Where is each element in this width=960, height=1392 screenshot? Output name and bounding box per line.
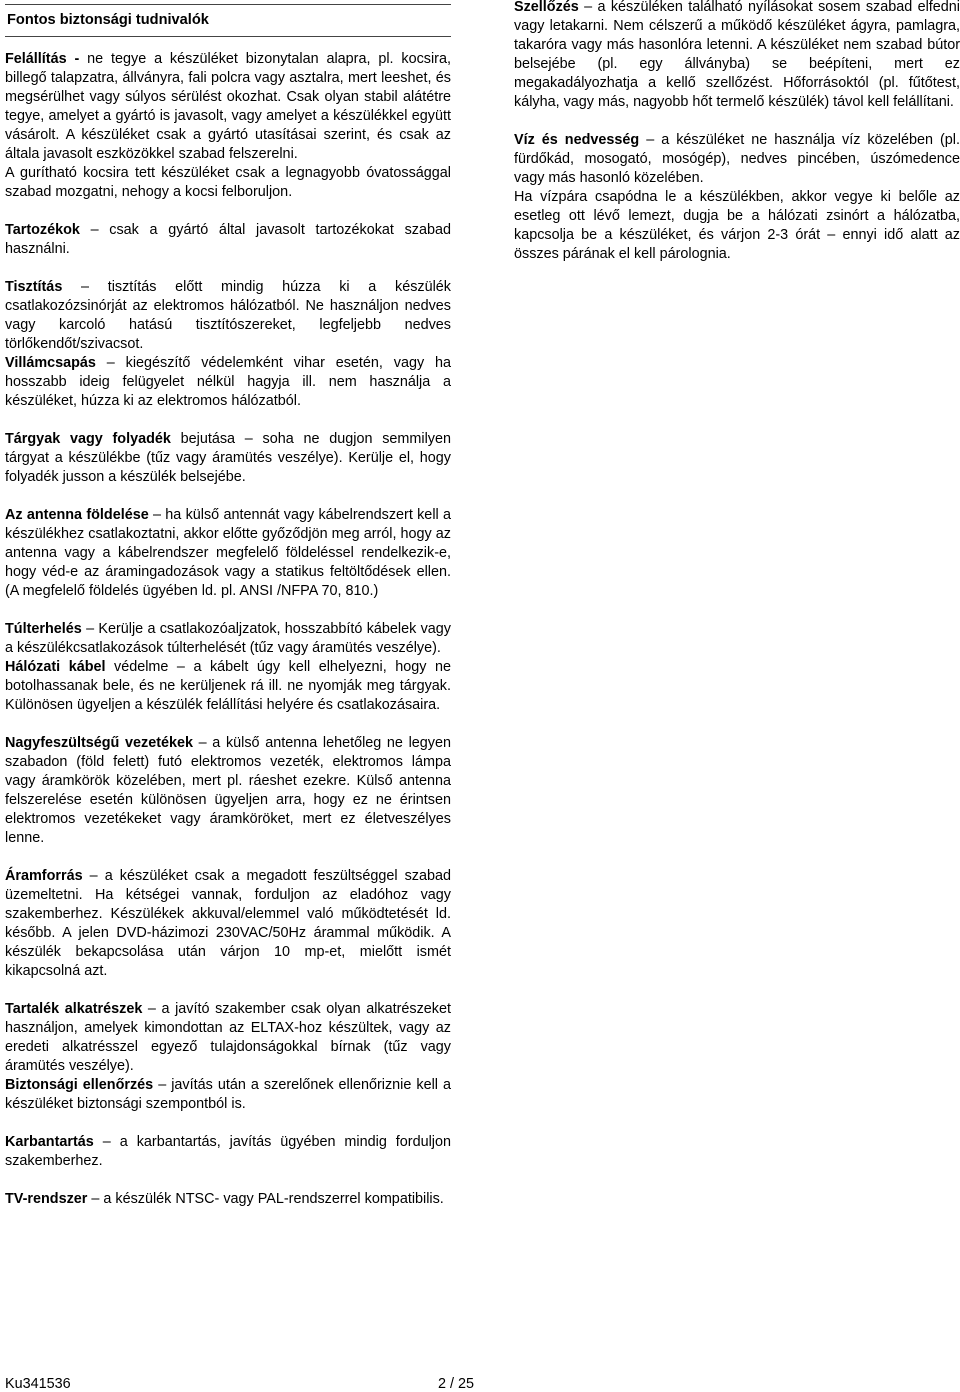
paragraph xyxy=(5,278,451,354)
paragraph-text: – javítás után a szerelőnek ellenőriznie kell a készüléket biztonsági szempontból is. xyxy=(5,1077,451,1112)
paragraph xyxy=(5,354,451,411)
right-body xyxy=(514,0,960,264)
paragraph-text: – a készüléket csak a megadott feszültséggel szabad üzemeltetni. Ha kétségei vannak, forduljon az eladóhoz vagy szakemberhez. Készülékek akkuval/elemmel való működtetését ld. később. A jelen DVD-házimozi 230VAC/50Hz árammal működik. A készülék bekapcsolása után várjon 10 mp-et, mielőtt ismét kikapcsolná azt. xyxy=(5,868,451,979)
paragraph xyxy=(5,1076,451,1114)
paragraph xyxy=(514,0,960,112)
paragraph-text: – tisztítás előtt mindig húzza ki a készülék csatlakozózsinórját az elektromos hálózatból. Ne használjon nedves vagy karcoló hatású tisztítószereket, legfeljebb nedves törlőkendőt/szivacsot. xyxy=(5,279,451,352)
paragraph-heading: Szellőzés xyxy=(514,0,579,15)
paragraph-heading: Tisztítás xyxy=(5,279,63,295)
paragraph-text: – csak a gyártó által javasolt tartozékokat szabad használni. xyxy=(5,222,451,257)
paragraph xyxy=(5,221,451,259)
paragraph-text: – a javító szakember csak olyan alkatrészeket használjon, amelyek kimondottan az ELTAX-hoz készültek, vagy az eredeti alkatrésszel egyező tulajdonságokkal bírnak (tűz vagy áramütés veszélye). xyxy=(5,1001,452,1074)
paragraph-text: – kiegészítő védelemként vihar esetén, vagy ha hosszabb ideig felügyelet nélkül hagyja ill. nem használja a készüléket, húzza ki az elektromos hálózatból. xyxy=(5,355,451,409)
paragraph-heading: Áramforrás xyxy=(5,868,83,884)
paragraph xyxy=(514,131,960,188)
paragraph-heading: TV-rendszer xyxy=(5,1191,88,1207)
paragraph-text: – a készülék NTSC- vagy PAL-rendszerrel kompatibilis. xyxy=(87,1191,444,1207)
paragraph xyxy=(5,430,451,487)
paragraph-text: – a karbantartás, javítás ügyében mindig forduljon szakemberhez. xyxy=(5,1134,451,1169)
paragraph-text: – a készüléket ne használja víz közelében (pl. fürdőkád, mosogató, mosógép), nedves pincében, úszómedence vagy más hasonló közelében. xyxy=(514,132,960,186)
paragraph-heading: Az antenna földelése xyxy=(5,507,149,523)
page-number: 2 / 25 xyxy=(438,1376,475,1392)
paragraph xyxy=(5,164,451,202)
paragraph-heading: Tárgyak vagy folyadék xyxy=(5,431,171,447)
paragraph-heading: Tartalék alkatrészek xyxy=(5,1001,143,1017)
right-column xyxy=(514,0,960,264)
paragraph xyxy=(5,1190,451,1209)
paragraph-heading: Víz és nedvesség xyxy=(514,132,640,148)
paragraph xyxy=(5,506,451,601)
paragraph-text: – a külső antenna lehetőleg ne legyen szabadon (föld felett) futó elektromos vezeték, elektromos lámpa vagy áramkörök közelében, mert pl. ráeshet ezekre. Külső antenna felszerelése esetén különösen ügyeljen arra, hogy ez ne érintsen elektromos vezetékeket vagy áramköröket, mert ez életveszélyes lenne. xyxy=(5,735,451,846)
paragraph-heading: Karbantartás xyxy=(5,1134,94,1150)
paragraph-text: – Kerülje a csatlakozóaljzatok, hosszabbító kábelek vagy a készülékcsatlakozások túlterhelését (tűz vagy áramütés veszélye). xyxy=(5,621,451,656)
paragraph-text: védelme – a kábelt úgy kell elhelyezni, hogy ne botolhassanak bele, és ne kerüljenek rá ill. ne nyomják meg tárgyak. Különösen ügyeljen a készülék felállítási helyére és csatlakozásaira. xyxy=(5,659,451,713)
paragraph xyxy=(5,1000,451,1076)
paragraph-text: Ha vízpára csapódna le a készülékben, akkor vegye ki belőle az esetleg ott lévő lemezt, dugja be a hálózati zsinórt a hálózatba, kapcsolja be a készüléket, és várjon 2-3 órát – ennyi idő alatt az összes párának el kell párolognia. xyxy=(514,189,960,262)
paragraph xyxy=(5,1133,451,1171)
paragraph xyxy=(5,734,451,848)
paragraph-heading: Tartozékok xyxy=(5,222,80,238)
paragraph-heading: Nagyfeszültségű vezetékek xyxy=(5,735,194,751)
paragraph-text: – a készüléken található nyílásokat sosem szabad elfedni vagy letakarni. Nem célszerű a működő készüléket ágyra, pamlagra, takaróra vagy más hasonlóra letenni. A készüléket nem szabad bútor belsejébe (pl. egy állványba) se beépíteni, mert ez megakadályozhatja a kellő szellőzést. Hőforrásoktól (pl. fűtőtest, kályha, vagy más, nagyobb hőt termelő készülék) távol kell felállítani. xyxy=(514,0,960,110)
paragraph-text: bejutása – soha ne dugjon semmilyen tárgyat a készülékbe (tűz vagy áramütés veszélye). Kerülje el, hogy folyadék jusson a készülék belsejébe. xyxy=(5,431,451,485)
paragraph xyxy=(5,867,451,981)
paragraph-text: A gurítható kocsira tett készüléket csak a legnagyobb óvatossággal szabad mozgatni, nehogy a kocsi felboruljon. xyxy=(5,165,451,200)
paragraph-heading: Túlterhelés xyxy=(5,621,82,637)
paragraph-text: – ha külső antennát vagy kábelrendszert kell a készülékhez csatlakoztatni, akkor előtte győződjön meg arról, hogy az antenna vagy a kábelrendszer megfelelő földeléssel rendelkezik-e, hogy véd-e az áramingadozások vagy a statikus feltöltődések ellen. (A megfelelő földelés ügyében ld. pl. ANSI /NFPA 70, 810.) xyxy=(5,507,451,599)
left-column xyxy=(5,0,451,1209)
page-title: Fontos biztonsági tudnivalók xyxy=(5,4,451,37)
paragraph-heading: Biztonsági ellenőrzés xyxy=(5,1077,154,1093)
paragraph-text: ne tegye a készüléket bizonytalan alapra, pl. kocsira, billegő talapzatra, állványra, fali polcra vagy asztalra, mert leeshet, és megsérülhet vagy súlyos sérülést okozhat. Csak olyan stabil alátétre tegye, amelyet a gyártó is javasolt, vagy amelyet a készülékkel együtt vásárolt. A készüléket csak a gyártó utasításai szerint, és csak az általa javasolt eszközökkel szabad felszerelni. xyxy=(5,51,451,162)
paragraph xyxy=(5,50,451,164)
document-id: Ku341536 xyxy=(5,1376,71,1392)
left-body xyxy=(5,50,451,1209)
paragraph-heading: Hálózati kábel xyxy=(5,659,106,675)
paragraph-heading: Felállítás - xyxy=(5,51,80,67)
paragraph xyxy=(5,658,451,715)
paragraph xyxy=(5,620,451,658)
paragraph xyxy=(514,188,960,264)
paragraph-heading: Villámcsapás xyxy=(5,355,96,371)
